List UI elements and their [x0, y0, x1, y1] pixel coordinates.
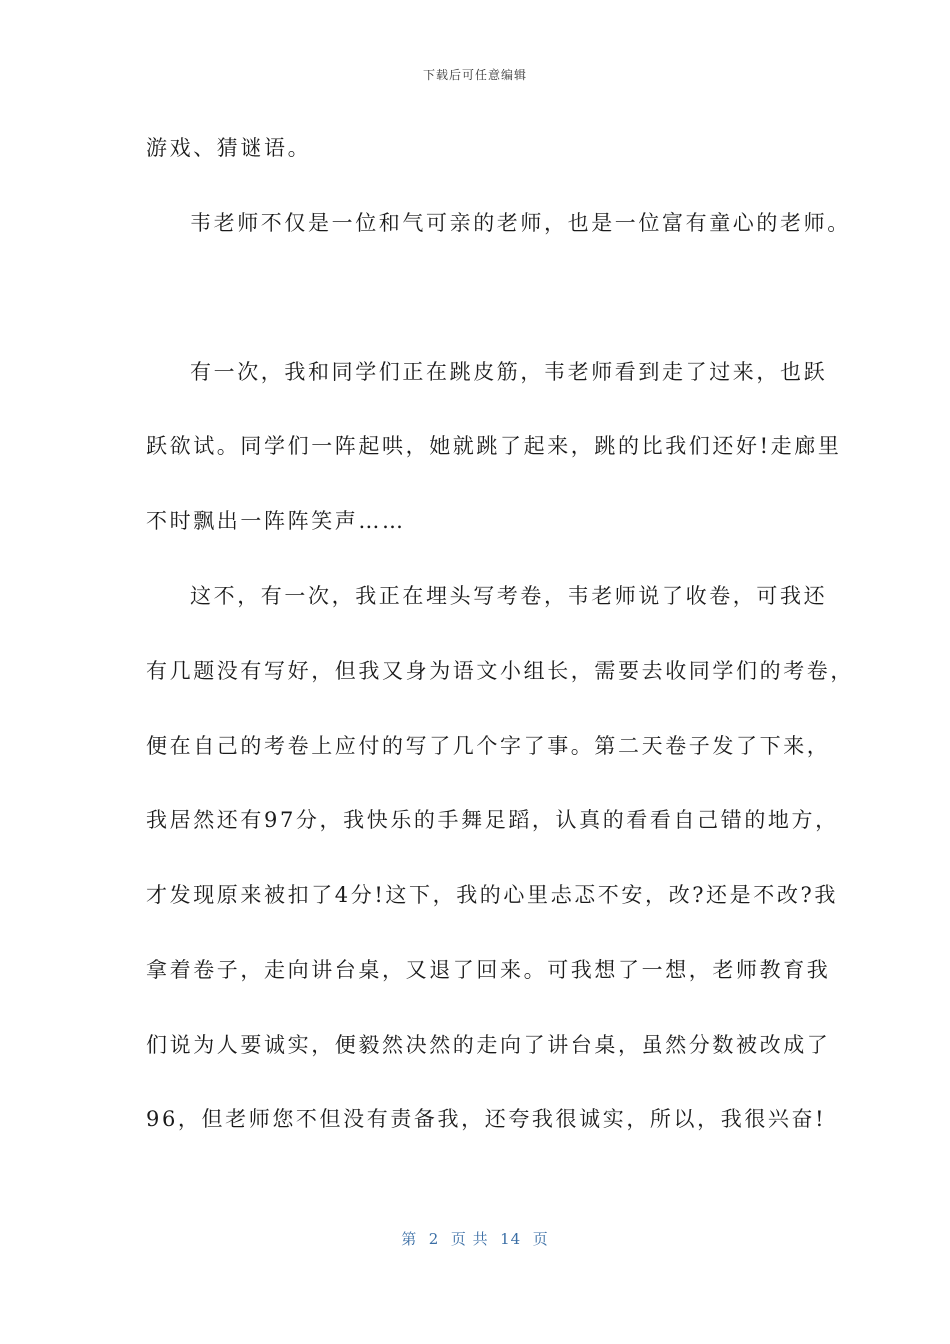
text-line: 有几题没有写好，但我又身为语文小组长，需要去收同学们的考卷，	[146, 659, 854, 683]
text-line: 我居然还有97分，我快乐的手舞足蹈，认真的看看自己错的地方，	[146, 808, 839, 832]
text-line: 96，但老师您不但没有责备我，还夸我很诚实，所以，我很兴奋!	[146, 1107, 827, 1131]
text-line: 们说为人要诚实，便毅然决然的走向了讲台桌，虽然分数被改成了	[146, 1033, 831, 1057]
text-line: 有一次，我和同学们正在跳皮筋，韦老师看到走了过来，也跃	[190, 360, 828, 384]
text-line: 拿着卷子，走向讲台桌，又退了回来。可我想了一想，老师教育我	[146, 958, 831, 982]
text-line: 才发现原来被扣了4分!这下，我的心里忐忑不安，改?还是不改?我	[146, 883, 838, 907]
page-footer: 第 2 页 共 14 页	[401, 1230, 549, 1248]
text-line: 游戏、猜谜语。	[146, 136, 312, 160]
text-line: 不时飘出一阵阵笑声……	[146, 509, 406, 533]
page-header: 下载后可任意编辑	[422, 68, 527, 82]
text-line: 韦老师不仅是一位和气可亲的老师，也是一位富有童心的老师。	[190, 211, 851, 235]
text-line: 便在自己的考卷上应付的写了几个字了事。第二天卷子发了下来，	[146, 734, 831, 758]
text-line: 跃欲试。同学们一阵起哄，她就跳了起来，跳的比我们还好!走廊里	[146, 434, 842, 458]
text-line: 这不，有一次，我正在埋头写考卷，韦老师说了收卷，可我还	[190, 584, 828, 608]
